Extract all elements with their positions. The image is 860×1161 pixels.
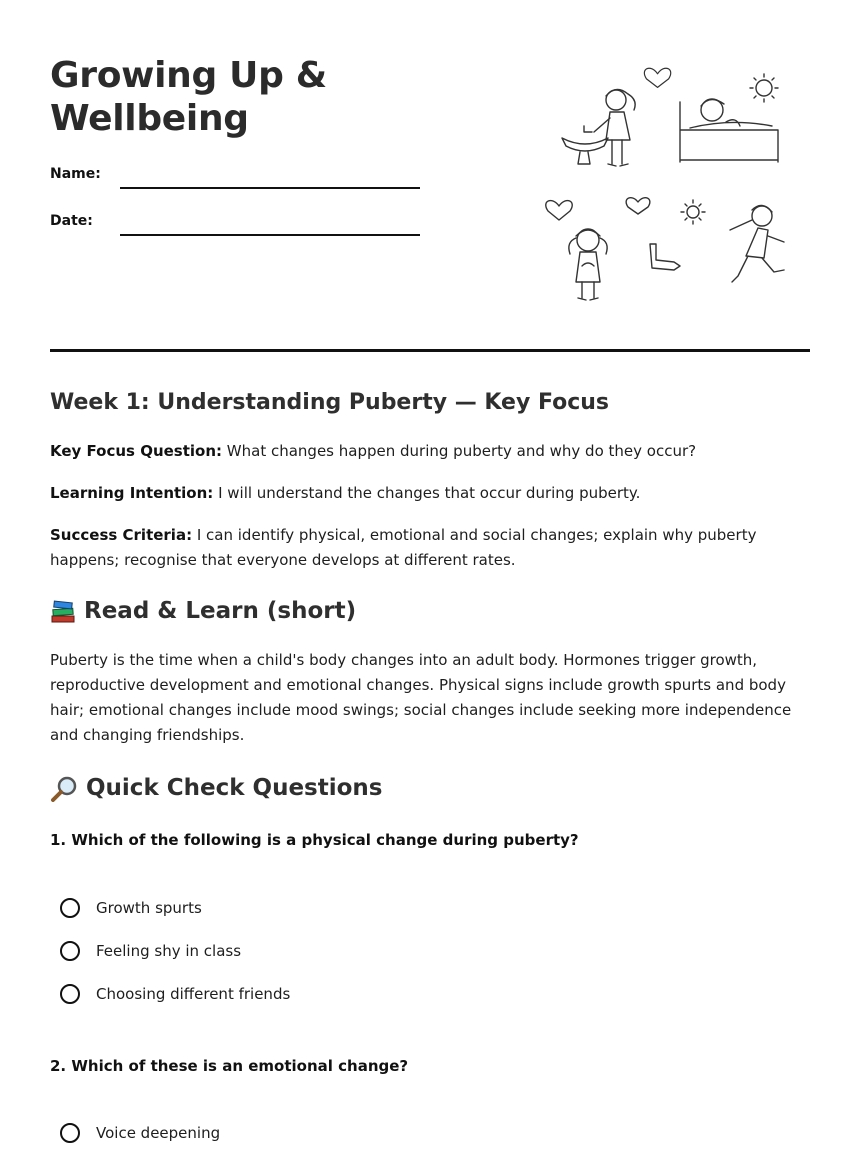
small-object-drawing — [650, 244, 680, 270]
learning-intention — [50, 481, 815, 506]
read-learn-heading-text: Read & Learn (short) — [84, 598, 357, 624]
learning-intention-text: I will understand the changes that occur during puberty. — [213, 484, 641, 502]
option-label: Voice deepening — [96, 1124, 221, 1142]
option-label: Feeling shy in class — [96, 942, 242, 960]
option-label: Growth spurts — [96, 899, 202, 917]
date-label: Date: — [50, 213, 93, 229]
read-learn-heading — [50, 598, 356, 624]
question-1: 1. Which of the following is a physical change during puberty? — [50, 831, 579, 849]
date-field[interactable] — [120, 234, 420, 236]
key-focus-text: What changes happen during puberty and why do they occur? — [222, 442, 697, 460]
week-heading: Week 1: Understanding Puberty — Key Focus — [50, 390, 610, 415]
title-line-2: Wellbeing — [50, 98, 249, 139]
q1-option-3[interactable] — [60, 981, 290, 1007]
learning-intention-label: Learning Intention: — [50, 484, 214, 502]
children-wellbeing-illustration — [540, 60, 790, 310]
quick-check-heading — [50, 775, 383, 802]
books-icon — [50, 600, 76, 624]
sun-icon-2 — [681, 200, 705, 224]
radio-button[interactable] — [60, 898, 80, 918]
success-criteria-label: Success Criteria: — [50, 526, 193, 544]
key-focus-label: Key Focus Question: — [50, 442, 223, 460]
success-criteria — [50, 523, 790, 573]
page-title — [50, 54, 327, 140]
heart-icon-1 — [644, 68, 670, 87]
radio-button[interactable] — [60, 1123, 80, 1143]
heart-icon-3 — [626, 198, 650, 214]
sun-icon-1 — [750, 74, 778, 102]
title-line-1: Growing Up & — [50, 55, 327, 96]
handwashing-girl-drawing — [562, 89, 635, 166]
q1-option-2[interactable] — [60, 938, 241, 964]
name-label: Name: — [50, 166, 101, 182]
standing-girl-drawing — [569, 229, 607, 300]
q2-option-1[interactable] — [60, 1120, 220, 1146]
q1-option-1[interactable] — [60, 895, 202, 921]
quick-check-heading-text: Quick Check Questions — [86, 775, 383, 801]
radio-button[interactable] — [60, 984, 80, 1004]
running-child-drawing — [730, 205, 784, 282]
magnifier-icon — [50, 776, 78, 802]
radio-button[interactable] — [60, 941, 80, 961]
question-2: 2. Which of these is an emotional change? — [50, 1057, 409, 1075]
key-focus-question — [50, 439, 815, 464]
sleeping-boy-drawing — [680, 99, 778, 162]
option-label: Choosing different friends — [96, 985, 291, 1003]
success-criteria-text: I can identify physical, emotional and social changes; explain why puberty happens; recognise that everyone develops at different rates. — [50, 526, 757, 569]
read-learn-body: Puberty is the time when a child's body changes into an adult body. Hormones trigger growth, reproductive development and emotional changes. Physical signs include growth spurts and body hair; emotional changes include mood swings; social changes include seeking more independence and changing friendships. — [50, 651, 792, 744]
section-divider — [50, 349, 810, 352]
heart-icon-2 — [546, 201, 572, 220]
name-field[interactable] — [120, 187, 420, 189]
